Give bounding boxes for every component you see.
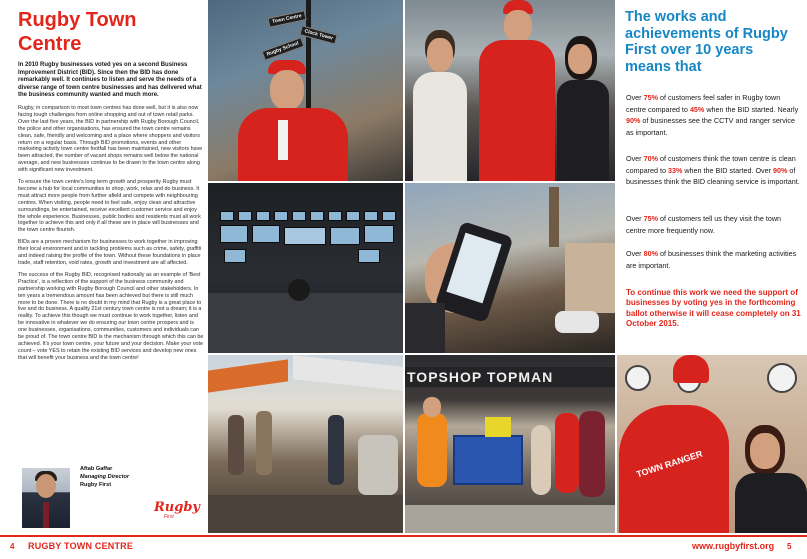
stat-text: Over (626, 154, 644, 163)
body-paragraph: To ensure the town centre's long term growth and prosperity Rugby must become a hub for local communities to shop, work, relax and do business. It must attract more people from further afield and compete with neighbouring centres. When visiting, people need to feel safe, enjoy clean and attractive surroundings, be entertained, receive excellent customer service and enjoy the whole experience. Businesses, public bodies and residents must all work together to achieve this and only if all these are in place will businesses and the town centre flourish. (18, 179, 201, 234)
operator-head (288, 279, 310, 301)
jacket-zip (278, 120, 288, 160)
street-building (565, 243, 615, 313)
cctv-monitor (220, 211, 234, 221)
town-ranger-photo (617, 355, 807, 533)
cleaner-face (423, 397, 441, 417)
cctv-monitor (220, 225, 248, 243)
achievements-headline: The works and achievements of Rugby First over 10 years means that (625, 9, 788, 75)
stat-text: when the BID started. Over (682, 165, 774, 175)
red-cap (673, 355, 709, 383)
red-jacket (238, 108, 348, 181)
stat-text: of customers think the town centre is clean compared to (626, 154, 796, 175)
wall-clock (767, 363, 797, 393)
wall-clock (625, 365, 651, 391)
sign-board: Town Centre (267, 10, 306, 28)
left-text-column (18, 8, 204, 533)
intro-paragraph: In 2010 Rugby businesses voted yes on a second Business Improvement District (BID). Since then the BID has done remarkably well. It continues to listen and serve the needs of a diverse range of town centre businesses and has delivered what the business community wanted and much more. (18, 62, 202, 99)
red-jacket (479, 40, 555, 181)
shopper (328, 415, 344, 485)
red-jacket (555, 413, 579, 493)
stat-percentage: 75% (643, 214, 658, 223)
statistic-item (626, 92, 802, 138)
cctv-monitor (274, 211, 288, 221)
body-paragraph: BIDs are a proven mechanism for businesses to work together in improving their local environment and in tackling problems such as crime, safety, graffiti and indeed raising the profile of the town. Without these foundations in place trade, staff retention, void rates, growth and investment are all affected. (18, 239, 202, 266)
ranger-team-photo (405, 0, 615, 181)
portrait-face (36, 474, 56, 498)
person-face (568, 44, 592, 74)
shopper (531, 425, 551, 495)
stat-percentage: 80% (643, 249, 658, 258)
sign-board: Clock Tower (299, 25, 338, 44)
cctv-monitor (328, 211, 342, 221)
dark-top (557, 80, 609, 181)
ranger-face (270, 70, 304, 110)
statistic-item (626, 213, 802, 236)
logo-text: Rugby (154, 500, 200, 515)
cctv-monitor (310, 211, 324, 221)
stat-percentage: 75% (643, 93, 658, 102)
logo-subtext: First (164, 514, 174, 520)
author-role: Managing Director (80, 474, 130, 480)
cctv-monitor (364, 225, 394, 243)
cleaning-cart (453, 435, 523, 485)
stat-text: Over (626, 93, 644, 102)
sign-board: Rugby School (262, 37, 305, 61)
market-stalls-photo (208, 355, 403, 533)
market-awning (293, 355, 403, 391)
author-name: Aftab Gaffar (80, 466, 113, 472)
street-ground (405, 505, 615, 533)
shopper (256, 411, 272, 475)
stat-text: of customers tell us they visit the town centre more frequently now. (626, 214, 782, 235)
person-face (427, 38, 453, 72)
stat-percentage: 33% (667, 165, 683, 175)
page-footer (0, 535, 807, 559)
stat-percentage: 70% (643, 154, 658, 163)
white-shirt (413, 72, 467, 181)
dark-top (735, 473, 807, 533)
right-text-column (617, 0, 807, 353)
footer-title: RUGBY TOWN CENTRE (28, 541, 134, 551)
ranger-face (504, 10, 532, 42)
street-ground (208, 495, 403, 533)
market-awning (208, 359, 288, 392)
ranger-signpost-photo (208, 0, 403, 181)
page-title: Rugby Town Centre (18, 9, 137, 55)
stat-text: of customers feel safer in Rugby town centre compared to (626, 93, 781, 114)
cctv-monitor (284, 227, 326, 245)
hi-vis-vest (417, 413, 447, 487)
cctv-monitor (256, 211, 270, 221)
cctv-monitor (364, 211, 378, 221)
stat-text: Over (626, 249, 644, 258)
portrait-tie (43, 502, 49, 528)
cctv-monitor (330, 227, 360, 245)
stat-percentage: 90% (773, 165, 788, 175)
cctv-control-room-photo (208, 183, 403, 353)
cart-bin (485, 417, 511, 437)
stat-text: of businesses think the BID cleaning service is important. (626, 165, 800, 186)
cctv-monitor (224, 249, 246, 263)
cctv-monitor (358, 249, 380, 263)
cctv-monitor (382, 211, 396, 221)
cctv-monitor (292, 211, 306, 221)
stat-percentage: 90% (626, 116, 641, 125)
statistic-item (626, 153, 802, 188)
statistic-item (626, 248, 802, 271)
shopper (579, 411, 605, 497)
page-number-right: 5 (787, 542, 792, 551)
stat-text: Over (626, 214, 644, 223)
smartphone-app-photo (405, 183, 615, 353)
stat-percentage: 45% (689, 104, 705, 114)
vest-lettering: TOWN RANGER (635, 448, 704, 480)
shop-sign: TOPSHOP TOPMAN (405, 367, 615, 387)
cctv-monitor (252, 225, 280, 243)
jacket-sleeve (405, 303, 445, 353)
body-paragraph: The success of the Rugby BID, recognised nationally as an example of 'Best Practice', is a reflection of the support of the business community and partnership working with Rugby Borough Council and other stakeholders. In ten years a tremendous amount has been achieved but there is still much more to be done. There is no doubt in my mind that Rugby is a great place to live and do business. A quality 21st century town centre is not a dream; it is a reality. To achieve this though we must continue to work together, listen and be innovative in whatever we do ensuring our town centre prospers and is one businesses, organisations, communities, customers and individuals can be proud of. The town centre BID is the mechanism through which this can be achieved. It's your town centre, your future and your decision. Make your vote count – vote YES to retain the existing BID services and develop new ones that will benefit your business and the town centre! (18, 271, 204, 361)
stat-text: of businesses see the CCTV and ranger service as important. (626, 116, 795, 137)
call-to-action: To continue this work we need the support of businesses by voting yes in the forthcoming ballot otherwise it will cease completely on 31 October 2015. (626, 288, 801, 329)
stat-text: when the BID started. Nearly (704, 104, 799, 114)
rugby-first-logo (150, 500, 200, 524)
website-link[interactable]: www.rugbyfirst.org (692, 541, 775, 551)
cctv-monitor (346, 211, 360, 221)
parked-car (555, 311, 599, 333)
shopper (228, 415, 244, 475)
church-spire (549, 187, 559, 247)
cctv-monitor (238, 211, 252, 221)
author-org: Rugby First (80, 482, 112, 488)
shopper (358, 435, 398, 495)
author-portrait (22, 468, 70, 528)
body-paragraph: Rugby, in comparison to most town centres has done well, but it is also now facing tough challenges from online shopping and out of town retail parks. Over the last five years, the BID in partnership with Rugby Borough Council, the police and other organisations, has ensured the town centre remains clean, safe, friendly and welcoming and a place where shoppers and visitors return on a regular basis. Through BID promotions, events and other marketing activity town centre footfall has been maintained, new visitors have been attracted, the number of vacant shops remains well below the national average, and new businesses continue to be drawn to the town centre along with significant new investment. (18, 104, 203, 174)
control-desk (208, 293, 403, 353)
person-face (750, 433, 780, 469)
street-cleaner-photo (405, 355, 615, 533)
stat-text: of businesses think the marketing activities are important. (626, 249, 797, 270)
page-number-left: 4 (10, 542, 15, 551)
